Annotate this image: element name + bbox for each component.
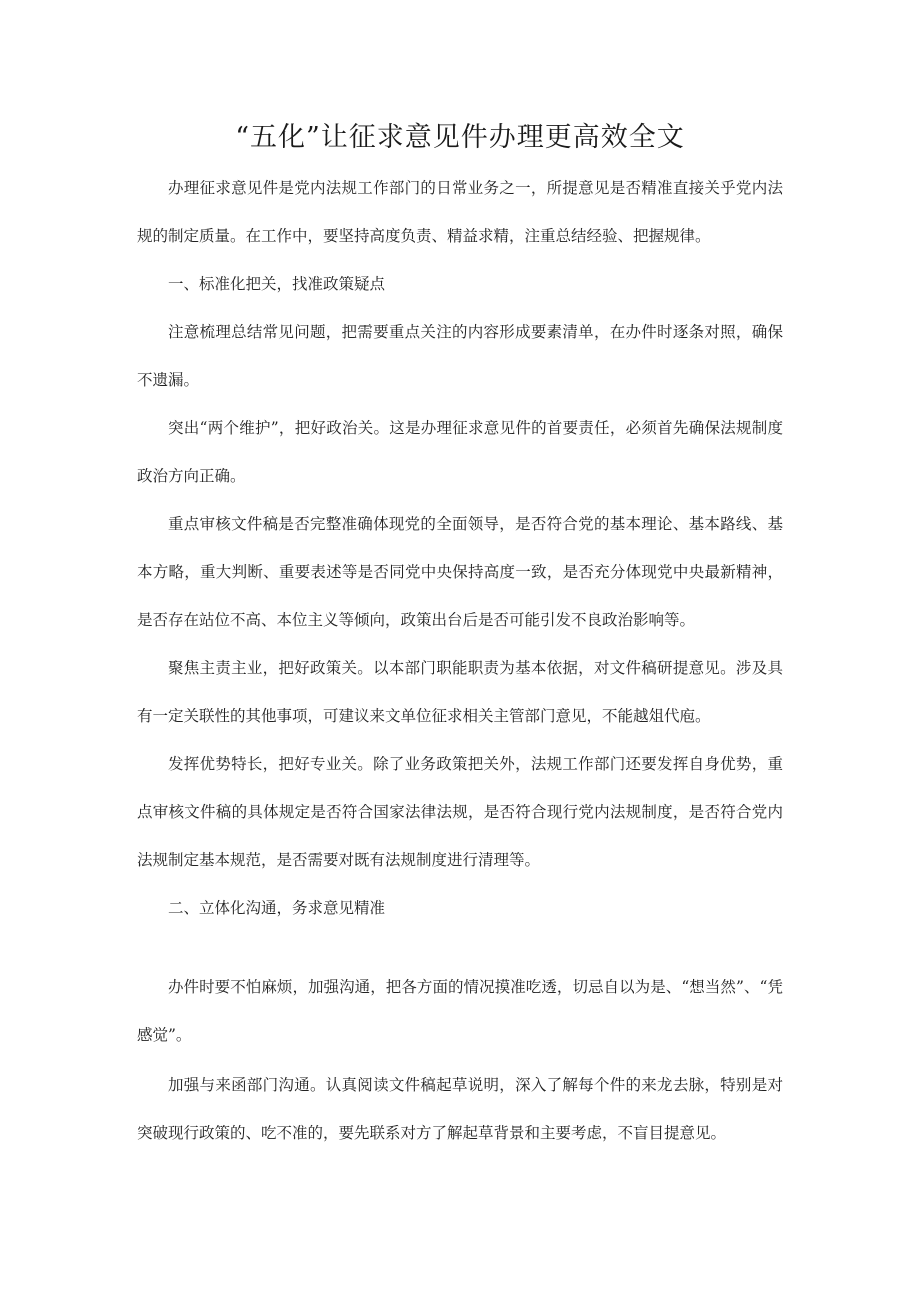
section-heading-1: 一、标准化把关，找准政策疑点	[168, 275, 386, 293]
paragraph-political-check: 突出“两个维护”，把好政治关。这是办理征求意见件的首要责任，必须首先确保法规制度政治方向正确。	[137, 419, 783, 485]
paragraph-professional-check: 发挥优势特长，把好专业关。除了业务政策把关外，法规工作部门还要发挥自身优势，重点审核文件稿的具体规定是否符合国家法律法规，是否符合现行党内法规制度，是否符合党内法规制定基本规范，是否需要对既有法规制度进行清理等。	[137, 755, 783, 869]
paragraph-policy-check: 聚焦主责主业，把好政策关。以本部门职能职责为基本依据，对文件稿研提意见。涉及具有一定关联性的其他事项，可建议来文单位征求相关主管部门意见，不能越俎代庖。	[137, 659, 783, 725]
paragraph-checklist: 注意梳理总结常见问题，把需要重点关注的内容形成要素清单，在办件时逐条对照，确保不遗漏。	[137, 323, 783, 389]
section-heading-2: 二、立体化沟通，务求意见精准	[168, 899, 386, 917]
paragraph-review-points: 重点审核文件稿是否完整准确体现党的全面领导，是否符合党的基本理论、基本路线、基本方略，重大判断、重要表述等是否同党中央保持高度一致，是否充分体现党中央最新精神，是否存在站位不高、本位主义等倾向，政策出台后是否可能引发不良政治影响等。	[137, 515, 783, 629]
paragraph-department-communication: 加强与来函部门沟通。认真阅读文件稿起草说明，深入了解每个件的来龙去脉，特别是对突破现行政策的、吃不准的，要先联系对方了解起草背景和主要考虑，不盲目提意见。	[137, 1076, 783, 1142]
paragraph-intro: 办理征求意见件是党内法规工作部门的日常业务之一，所提意见是否精准直接关乎党内法规的制定质量。在工作中，要坚持高度负责、精益求精，注重总结经验、把握规律。	[137, 179, 783, 245]
document-title: “五化”让征求意见件办理更高效全文	[235, 122, 685, 153]
paragraph-communication: 办件时要不怕麻烦，加强沟通，把各方面的情况摸准吃透，切忌自以为是、“想当然”、“凭感觉”。	[137, 978, 783, 1044]
